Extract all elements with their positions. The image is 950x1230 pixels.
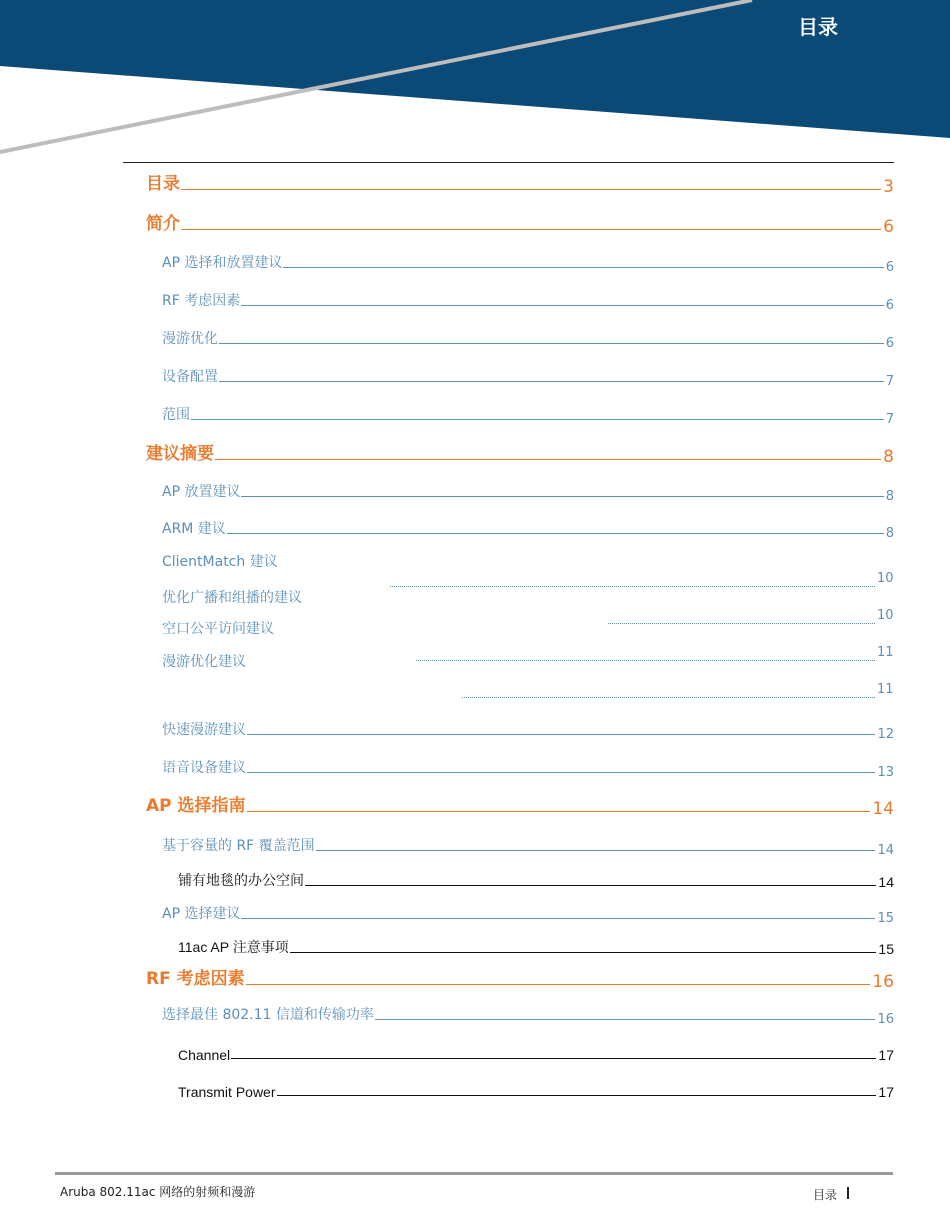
- toc-entry-scope[interactable]: 范围 7: [162, 407, 894, 427]
- dotted-leader: [608, 623, 875, 624]
- toc-entry-ap-placement[interactable]: AP 放置建议 8: [162, 484, 894, 504]
- toc-entry-ap-selection-guide[interactable]: AP 选择指南 14: [146, 796, 894, 819]
- toc-entry-intro[interactable]: 简介 6: [146, 214, 894, 237]
- toc-entry-clientmatch[interactable]: ClientMatch 建议: [162, 554, 278, 570]
- header-title: 目录: [798, 15, 838, 39]
- dotted-leader: [462, 697, 875, 698]
- toc-entry-broadcast-multicast[interactable]: 优化广播和组播的建议: [162, 590, 302, 606]
- footer-separator: [847, 1187, 849, 1199]
- toc-entry-ap-selection[interactable]: AP 选择建议 15: [162, 906, 894, 926]
- toc-entry-recommendation-summary[interactable]: 建议摘要 8: [146, 444, 894, 467]
- page-number: 10: [877, 571, 894, 586]
- toc-entry-roaming-recommendations[interactable]: 漫游优化建议: [162, 654, 246, 670]
- top-rule: [123, 162, 894, 163]
- toc-entry-rf-considerations-section[interactable]: RF 考虑因素 16: [146, 969, 894, 992]
- toc-entry-carpeted-office[interactable]: 铺有地毯的办公空间 14: [178, 872, 894, 890]
- dotted-leader: [416, 660, 875, 661]
- toc-entry-ap-selection-placement[interactable]: AP 选择和放置建议 6: [162, 255, 894, 275]
- footer-section-label: 目录: [813, 1188, 838, 1202]
- toc-entry-11ac-ap-notes[interactable]: 11ac AP 注意事项 15: [178, 939, 894, 957]
- toc-entry-arm[interactable]: ARM 建议 8: [162, 521, 894, 541]
- toc-entry-capacity-rf-coverage[interactable]: 基于容量的 RF 覆盖范围 14: [162, 838, 894, 858]
- toc-entry-device-config[interactable]: 设备配置 7: [162, 369, 894, 389]
- toc-entry-voice-devices[interactable]: 语音设备建议 13: [162, 760, 894, 780]
- toc-entry-roaming-optimization[interactable]: 漫游优化 6: [162, 331, 894, 351]
- page-number: 10: [877, 608, 894, 623]
- page-number: 11: [877, 682, 894, 697]
- toc-entry-contents[interactable]: 目录 3: [146, 174, 894, 197]
- dotted-leader: [390, 586, 875, 587]
- page-number: 11: [877, 645, 894, 660]
- toc-entry-channel-power[interactable]: 选择最佳 802.11 信道和传输功率 16: [162, 1007, 894, 1027]
- toc-entry-fast-roaming[interactable]: 快速漫游建议 12: [162, 722, 894, 742]
- toc-entry-airtime-fairness[interactable]: 空口公平访问建议: [162, 621, 274, 637]
- footer-document-title: Aruba 802.11ac 网络的射频和漫游: [60, 1185, 256, 1199]
- toc-entry-rf-considerations[interactable]: RF 考虑因素 6: [162, 293, 894, 313]
- footer-rule: [55, 1172, 893, 1175]
- toc-entry-transmit-power[interactable]: Transmit Power 17: [178, 1084, 894, 1100]
- toc-entry-channel[interactable]: Channel 17: [178, 1047, 894, 1063]
